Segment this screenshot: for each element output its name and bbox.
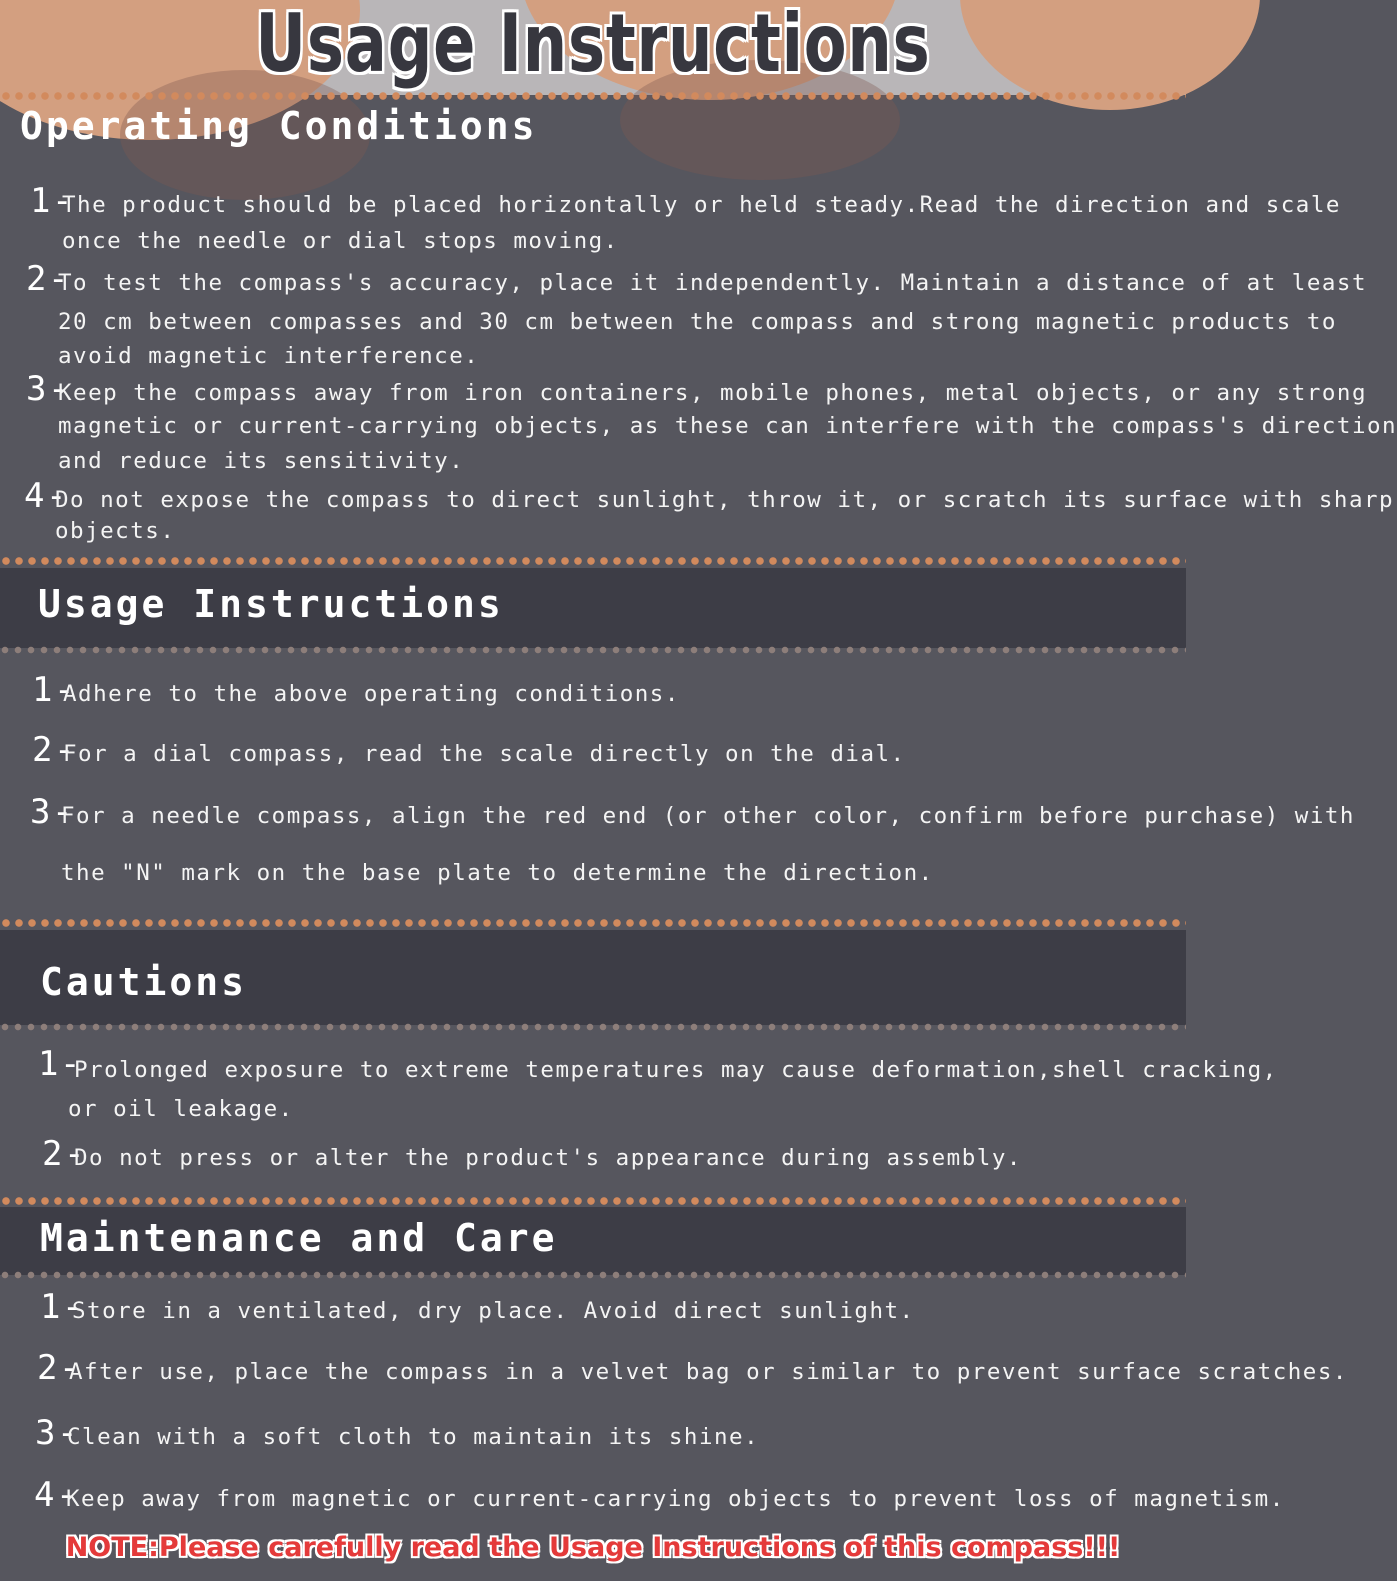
item-text: magnetic or current-carrying objects, as these can interfere with the compass's direction [58,413,1397,439]
item-number: 1- [30,181,74,221]
item-number: 2- [32,730,76,770]
item-text: or oil leakage. [68,1096,294,1122]
item-text: avoid magnetic interference. [58,343,480,369]
item-text: For a needle compass, align the red end (or other color, confirm before purchase) with [61,803,1355,829]
item-text: For a dial compass, read the scale directly on the dial. [63,741,906,767]
faint-dotted-divider [0,1270,1186,1280]
item-text: Adhere to the above operating conditions. [63,681,680,707]
item-number: 1- [38,1044,82,1084]
note-text: NOTE:Please carefully read the Usage Instructions of this compass!!! [65,1532,1121,1563]
item-number: 2- [26,259,70,299]
item-number: 1- [32,670,76,710]
item-number: 3- [35,1413,79,1453]
item-text: The product should be placed horizontally or held steady.Read the direction and scale [62,192,1341,218]
item-text: the "N" mark on the base plate to determine the direction. [61,860,934,886]
item-text: After use, place the compass in a velvet bag or similar to prevent surface scratches. [69,1359,1348,1385]
item-number: 1- [40,1287,84,1327]
item-text: 20 cm between compasses and 30 cm between the compass and strong magnetic products to [58,309,1337,335]
dotted-divider [0,1195,1186,1207]
item-text: Store in a ventilated, dry place. Avoid direct sunlight. [72,1298,915,1324]
faint-dotted-divider [0,645,1186,655]
dotted-divider [0,917,1186,929]
item-text: Do not press or alter the product's appearance during assembly. [74,1145,1022,1171]
faint-dotted-divider [0,1022,1186,1032]
section-heading: Cautions [40,960,248,1004]
section-heading: Usage Instructions [38,582,504,626]
item-number: 3- [26,369,70,409]
item-number: 4- [34,1475,78,1515]
dotted-divider [0,90,1186,102]
item-text: Prolonged exposure to extreme temperatures may cause deformation,shell cracking, [74,1057,1278,1083]
item-text: objects. [55,518,176,544]
item-text: once the needle or dial stops moving. [62,228,619,254]
item-text: To test the compass's accuracy, place it independently. Maintain a distance of at least [58,270,1368,296]
item-text: Keep away from magnetic or current-carrying objects to prevent loss of magnetism. [66,1486,1285,1512]
item-number: 2- [37,1348,81,1388]
page-title: Usage Instructions [255,0,931,90]
item-text: and reduce its sensitivity. [58,448,465,474]
item-text: Keep the compass away from iron containers, mobile phones, metal objects, or any strong [58,380,1368,406]
section-heading: Operating Conditions [20,104,538,148]
section-heading: Maintenance and Care [40,1216,558,1260]
item-text: Do not expose the compass to direct sunlight, throw it, or scratch its surface with sharp [55,487,1395,513]
dotted-divider [0,555,1186,567]
item-text: Clean with a soft cloth to maintain its shine. [67,1424,760,1450]
item-number: 2- [42,1134,86,1174]
item-number: 4- [24,476,68,516]
item-number: 3- [30,792,74,832]
